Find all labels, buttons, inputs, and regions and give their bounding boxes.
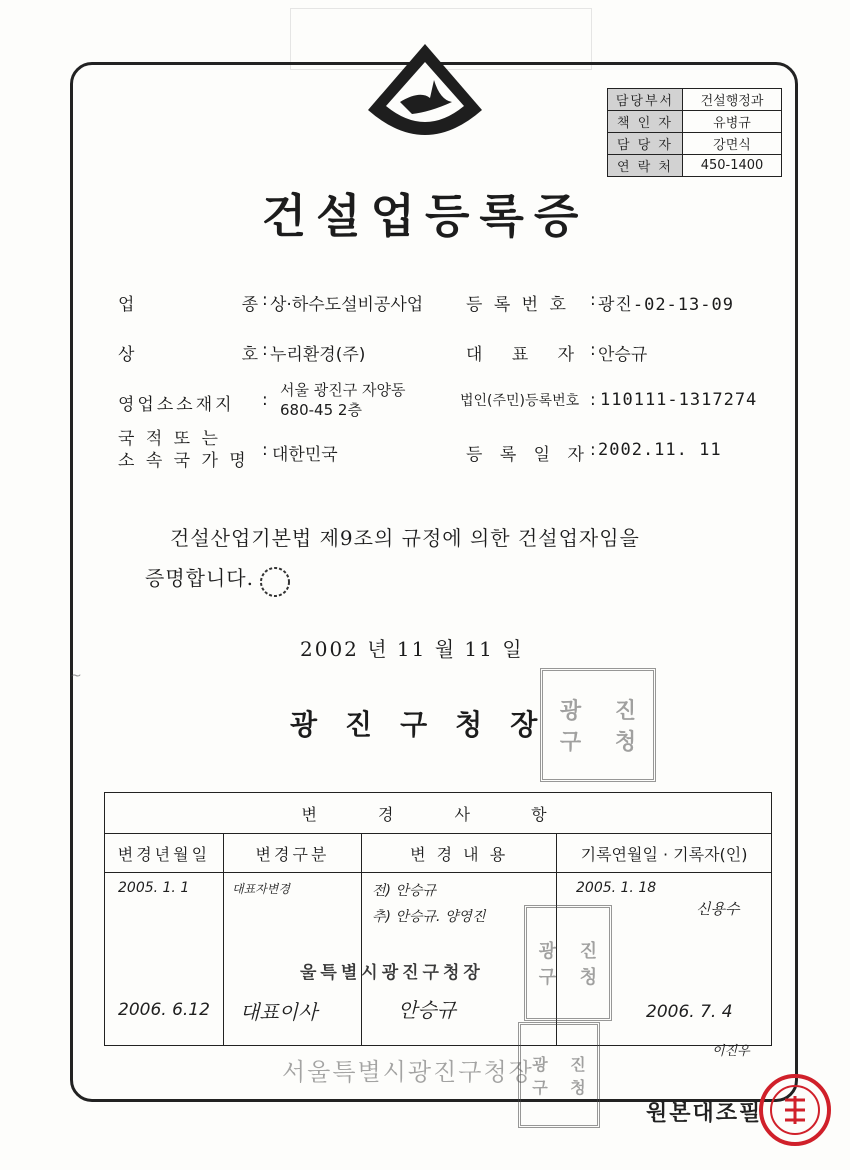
seal-glyph: 구 — [538, 967, 557, 988]
contact-key: 담당부서 — [608, 89, 683, 111]
red-seal-icon — [755, 1070, 835, 1150]
registration-number-value: 광진-02-13-09 — [598, 295, 734, 315]
contact-key: 연 락 처 — [608, 155, 683, 177]
corporate-number-label: 법인(주민)등록번호 — [460, 393, 580, 409]
colon: : — [590, 340, 596, 360]
official-seal-stamp — [540, 668, 656, 782]
colon: : — [590, 390, 596, 410]
address-value — [280, 380, 405, 420]
small-stamp-icon — [255, 562, 295, 602]
seal-glyph: 광 — [559, 698, 582, 724]
colon: : — [590, 440, 596, 460]
seal-glyph: 진 — [570, 1055, 586, 1074]
colon: : — [262, 340, 268, 360]
entry-1-record-date: 2005. 1. 18 — [576, 880, 657, 896]
corporate-number-value: 110111-1317274 — [600, 390, 758, 410]
contact-table — [607, 88, 782, 177]
address-line-2: 680-45 2층 — [280, 401, 362, 419]
column-header: 변경년월일 — [105, 834, 224, 873]
entry-1-content-line-1: 전) 안승규 — [372, 883, 437, 899]
seal-glyph: 광 — [532, 1055, 548, 1074]
contact-value: 강면식 — [683, 133, 782, 155]
contact-value: 450-1400 — [683, 155, 782, 177]
entry-2-type: 대표이사 — [240, 1000, 318, 1024]
registration-date-label: 등 록 일 자 — [466, 445, 590, 465]
seal-glyph: 진 — [614, 698, 637, 724]
entry-2-date: 2006. 6.12 — [118, 1000, 210, 1020]
representative-label: 대 표 자 — [466, 345, 587, 365]
seal-glyph: 청 — [579, 967, 598, 988]
business-type-label: 업 종 — [118, 295, 258, 315]
margin-scribble: ~ — [70, 668, 82, 684]
certification-line-1: 건설산업기본법 제9조의 규정에 의한 건설업자임을 — [170, 526, 640, 550]
contact-value: 유병규 — [683, 111, 782, 133]
bottom-faded-text: 서울특별시광진구청장 — [282, 1058, 534, 1086]
changes-title: 변 경 사 항 — [105, 793, 772, 834]
entry-1-type: 대표자변경 — [232, 882, 290, 896]
contact-key: 책 인 자 — [608, 111, 683, 133]
issue-date: 2002 년 11 월 11 일 — [300, 637, 524, 661]
entry-2-recorder: 이진우 — [712, 1044, 750, 1059]
copy-verification-mark: 원본대조필 — [646, 1101, 763, 1126]
colon: : — [262, 390, 268, 410]
government-emblem-icon — [360, 40, 490, 150]
entry-1-date: 2005. 1. 1 — [118, 880, 190, 896]
document-title: 건설업등록증 — [261, 189, 589, 243]
contact-key: 담 당 자 — [608, 133, 683, 155]
colon: : — [262, 440, 268, 460]
colon: : — [262, 290, 268, 310]
entry-1-recorder: 신용수 — [696, 900, 740, 918]
nationality-label-line-1: 국 적 또 는 — [118, 429, 221, 449]
colon: : — [590, 290, 596, 310]
column-header: 기록연월일 · 기록자(인) — [557, 834, 772, 873]
seal-glyph: 구 — [532, 1078, 548, 1097]
business-type-value: 상·하수도설비공사업 — [270, 295, 424, 315]
contact-row — [608, 155, 782, 177]
contact-value: 건설행정과 — [683, 89, 782, 111]
seal-glyph: 광 — [538, 941, 557, 962]
contact-row — [608, 89, 782, 111]
changes-stamp-text: 울특별시광진구청장 — [300, 963, 484, 983]
registration-number-label: 등 록 번 호 — [466, 295, 569, 315]
nationality-label-line-2: 소 속 국 가 명 — [118, 451, 249, 471]
representative-value: 안승규 — [598, 345, 648, 365]
change-seal-stamp-1 — [524, 905, 612, 1021]
contact-row — [608, 133, 782, 155]
address-line-1: 서울 광진구 자양동 — [280, 381, 406, 399]
registration-date-value: 2002.11. 11 — [598, 440, 722, 460]
nationality-label — [118, 428, 249, 472]
trade-name-label: 상 호 — [118, 345, 258, 365]
trade-name-value: 누리환경(주) — [270, 345, 366, 365]
seal-glyph: 구 — [559, 729, 582, 755]
issuer-name: 광진구청장 — [290, 708, 566, 741]
seal-glyph: 청 — [570, 1078, 586, 1097]
contact-row — [608, 111, 782, 133]
column-header: 변 경 내 용 — [362, 834, 557, 873]
nationality-value: 대한민국 — [272, 445, 338, 465]
entry-2-record-date: 2006. 7. 4 — [646, 1002, 733, 1022]
seal-glyph: 진 — [579, 941, 598, 962]
certification-line-2: 증명합니다. — [145, 566, 254, 590]
entry-2-content: 안승규 — [398, 998, 456, 1022]
entry-1-content-line-2: 추) 안승규. 양영진 — [372, 909, 486, 925]
address-label: 영업소소재지 — [118, 395, 235, 415]
column-header: 변경구분 — [223, 834, 361, 873]
seal-glyph: 청 — [614, 729, 637, 755]
